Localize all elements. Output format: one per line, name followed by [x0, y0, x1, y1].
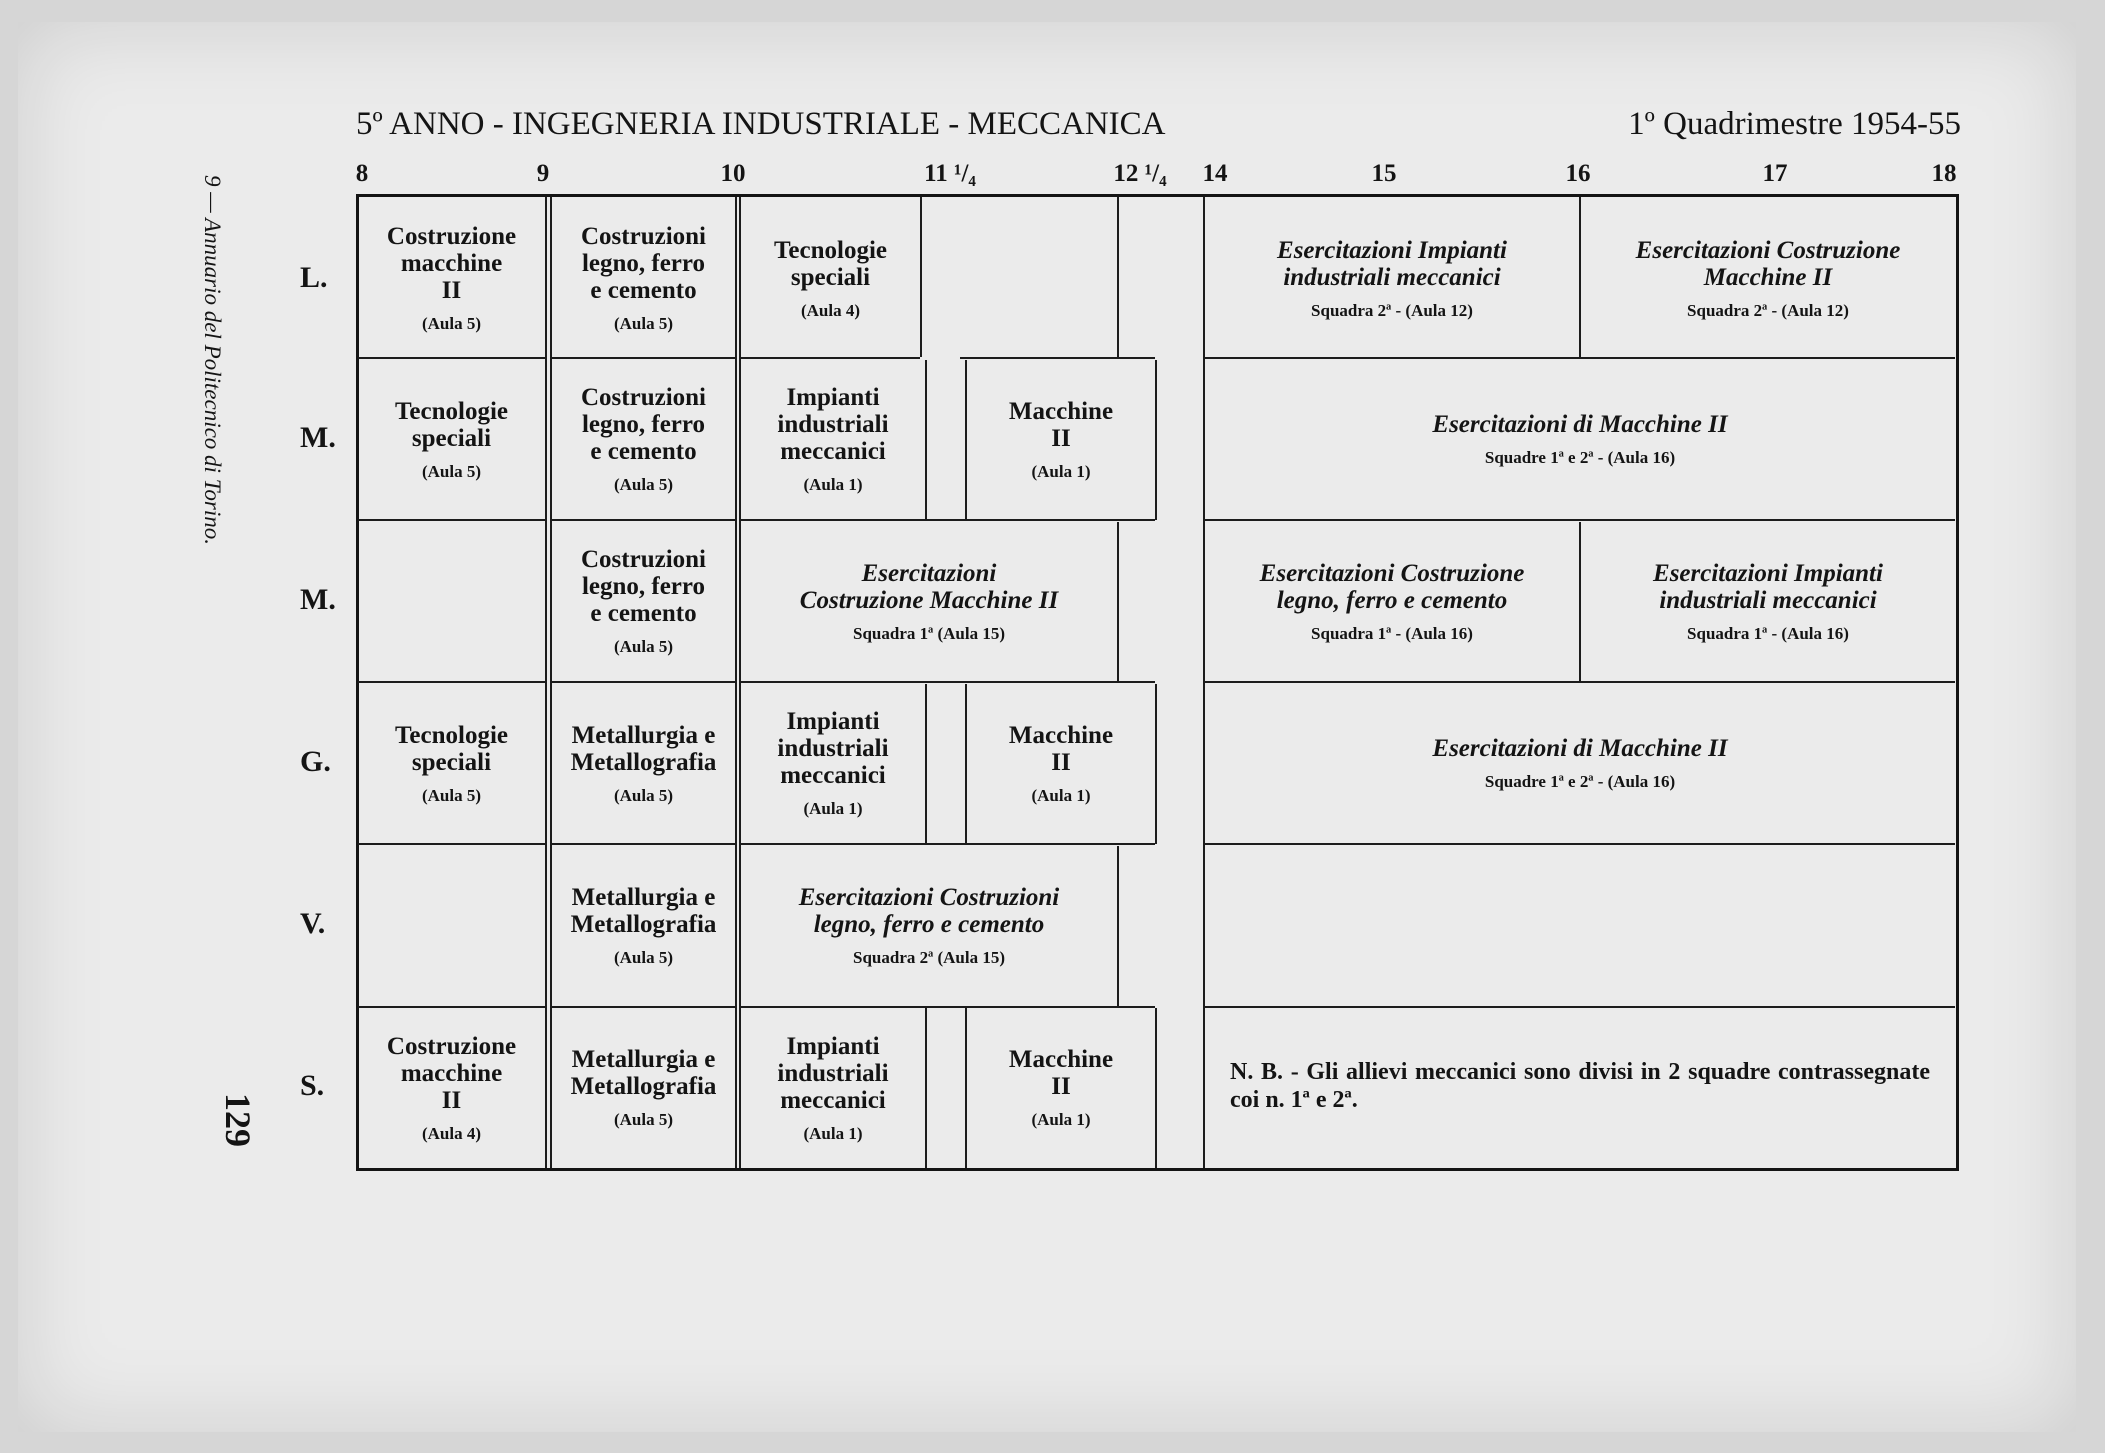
hour-tick: 14	[1202, 160, 1228, 187]
subject-line: Metallurgia e	[571, 884, 716, 911]
lesson-cell	[358, 1008, 545, 1168]
day-label-tuesday: M.	[300, 421, 336, 454]
room-label: Squadra 2ª - (Aula 12)	[1687, 300, 1849, 320]
lesson-cell	[741, 360, 925, 519]
lesson-cell	[358, 200, 545, 357]
room-label: (Aula 1)	[1031, 1110, 1091, 1129]
grid-line	[740, 519, 1155, 521]
room-label: (Aula 5)	[421, 461, 482, 481]
subject-line: Esercitazioni Costruzione	[1259, 559, 1525, 587]
subject-line: legno, ferro	[581, 250, 706, 277]
room-label: (Aula 4)	[421, 1123, 482, 1143]
grid-line	[358, 357, 545, 359]
subject-line: Esercitazioni Impianti	[1653, 559, 1883, 587]
grid-line	[735, 197, 737, 1168]
lesson-cell	[741, 1008, 925, 1168]
day-label-thursday: G.	[300, 745, 331, 778]
room-label: (Aula 5)	[613, 1110, 674, 1129]
room-label: (Aula 1)	[1031, 461, 1091, 481]
subject-line: Costruzioni	[581, 223, 706, 250]
page-number: 129	[218, 1093, 258, 1147]
subject-line: meccanici	[780, 1086, 886, 1114]
lesson-cell	[552, 684, 735, 843]
hour-tick: 16	[1565, 160, 1591, 187]
room-label: Squadre 1ª e 2ª - (Aula 16)	[1484, 448, 1676, 467]
subject-line: Tecnologie	[395, 721, 508, 749]
lesson-cell	[358, 360, 545, 519]
subject-line: Impianti	[786, 1032, 880, 1060]
room-label: (Aula 5)	[421, 314, 482, 333]
room-label: Squadra 2ª (Aula 15)	[853, 948, 1005, 967]
hour-tick: 18	[1931, 160, 1957, 187]
lesson-cell	[1205, 360, 1955, 519]
room-label: (Aula 5)	[613, 314, 674, 333]
subject-line: Costruzioni	[581, 384, 706, 411]
subject-line: II	[1051, 424, 1071, 452]
subject-line: Esercitazioni di Macchine II	[1432, 735, 1728, 762]
day-label-wednesday: M.	[300, 583, 336, 616]
subject-line: Impianti	[786, 384, 880, 411]
subject-line: Tecnologie	[774, 236, 887, 264]
subject-line: legno, ferro e cemento	[813, 911, 1045, 938]
subject-line: e cemento	[590, 600, 697, 627]
subject-line: legno, ferro e cemento	[1276, 586, 1508, 614]
grid-line	[1117, 846, 1119, 1006]
room-label: Squadra 1ª - (Aula 16)	[1687, 623, 1849, 643]
subject-line: Costruzioni	[581, 546, 706, 573]
subject-line: Esercitazioni Costruzioni	[798, 884, 1060, 911]
subject-line: Esercitazioni Costruzione	[1635, 236, 1901, 264]
subject-line: Metallografia	[570, 748, 717, 776]
grid-line	[552, 681, 735, 683]
lesson-cell	[741, 684, 925, 843]
subject-line: legno, ferro	[581, 411, 706, 438]
room-label: (Aula 1)	[1031, 785, 1091, 805]
grid-line	[920, 197, 922, 357]
hour-tick: 11 ¹/₄	[924, 160, 976, 187]
subject-line: speciali	[411, 424, 492, 452]
room-label: (Aula 5)	[613, 637, 674, 656]
lesson-cell	[552, 522, 735, 681]
subject-line: Esercitazioni Impianti	[1277, 236, 1507, 264]
hour-tick: 12 ¹/₄	[1113, 160, 1167, 187]
subject-line: industriali	[777, 411, 889, 438]
subject-line: Metallurgia e	[571, 1046, 716, 1073]
subject-line: Metallurgia e	[571, 721, 716, 749]
grid-line	[545, 197, 547, 1168]
subject-line: e cemento	[590, 277, 697, 304]
schedule-title: 5º ANNO - INGEGNERIA INDUSTRIALE - MECCANICA	[356, 106, 1166, 142]
subject-line: industriali	[777, 1059, 889, 1087]
lesson-cell	[358, 684, 545, 843]
room-label: (Aula 1)	[803, 1123, 863, 1143]
grid-line	[552, 843, 735, 845]
grid-line	[925, 360, 927, 520]
grid-line	[1155, 684, 1157, 844]
grid-line	[1155, 1008, 1157, 1168]
subject-line: macchine	[400, 1059, 503, 1087]
room-label: Squadra 1ª (Aula 15)	[853, 623, 1005, 643]
lesson-cell	[967, 360, 1155, 519]
subject-line: legno, ferro	[581, 573, 706, 600]
footnote: N. B. - Gli allievi meccanici sono divisi in 2 squadre contrassegnate coi n. 1ª e 2ª.	[1230, 1059, 1930, 1113]
subject-line: Esercitazioni di Macchine II	[1432, 411, 1728, 438]
lesson-cell	[1205, 200, 1579, 357]
day-label-saturday: S.	[300, 1069, 325, 1102]
subject-line: Costruzione	[386, 223, 517, 250]
side-caption: 9 — Annuario del Politecnico di Torino.	[200, 175, 225, 545]
lesson-cell	[552, 360, 735, 519]
grid-line	[740, 681, 1155, 683]
grid-line	[1117, 197, 1119, 357]
subject-line: e cemento	[590, 438, 697, 465]
room-label: Squadra 1ª - (Aula 16)	[1311, 623, 1473, 643]
grid-line	[1205, 843, 1955, 845]
hour-tick: 15	[1371, 160, 1397, 187]
room-label: Squadra 2ª - (Aula 12)	[1311, 300, 1473, 320]
subject-line: II	[1051, 1073, 1071, 1100]
subject-line: Metallografia	[570, 1073, 717, 1100]
lesson-cell	[967, 1008, 1155, 1168]
subject-line: Metallografia	[570, 911, 717, 938]
lesson-cell	[967, 684, 1155, 843]
subject-line: II	[441, 1086, 462, 1114]
grid-line	[1205, 357, 1955, 359]
room-label: (Aula 1)	[803, 799, 863, 818]
subject-line: II	[1051, 748, 1071, 776]
subject-line: Macchine	[1008, 721, 1114, 749]
subject-line: Impianti	[786, 708, 880, 735]
lesson-cell	[1581, 200, 1955, 357]
hour-tick: 8	[355, 160, 369, 187]
subject-line: Macchine II	[1703, 263, 1833, 291]
lesson-cell	[741, 846, 1117, 1006]
grid-line	[1205, 1006, 1955, 1008]
subject-line: Macchine	[1008, 1046, 1114, 1073]
subject-line: industriali	[777, 735, 889, 762]
grid-line	[925, 684, 927, 844]
grid-line	[740, 357, 920, 359]
room-label: Squadre 1ª e 2ª - (Aula 16)	[1484, 772, 1676, 791]
lesson-cell	[552, 846, 735, 1006]
room-label: (Aula 5)	[613, 785, 674, 805]
subject-line: Macchine	[1008, 397, 1114, 425]
grid-line	[740, 843, 1155, 845]
lesson-cell	[741, 522, 1117, 681]
subject-line: meccanici	[780, 762, 886, 789]
subject-line: Tecnologie	[395, 397, 508, 425]
hour-tick: 9	[536, 160, 550, 187]
grid-line	[960, 357, 1155, 359]
subject-line: Esercitazioni	[861, 559, 997, 587]
lesson-cell	[1205, 522, 1579, 681]
subject-line: meccanici	[780, 438, 886, 465]
grid-line	[1205, 519, 1955, 521]
room-label: (Aula 4)	[800, 300, 861, 320]
lesson-cell	[552, 1008, 735, 1168]
subject-line: Costruzione	[386, 1032, 517, 1060]
grid-line	[358, 681, 545, 683]
subject-line: speciali	[790, 263, 871, 291]
grid-line	[358, 843, 545, 845]
lesson-cell	[741, 200, 920, 357]
subject-line: Costruzione Macchine II	[799, 586, 1059, 614]
hour-tick: 10	[720, 160, 746, 187]
lesson-cell	[552, 200, 735, 357]
room-label: (Aula 5)	[613, 475, 674, 494]
day-label-friday: V.	[300, 907, 326, 940]
lesson-cell	[1581, 522, 1955, 681]
room-label: (Aula 5)	[421, 785, 482, 805]
day-label-monday: L.	[300, 261, 328, 294]
subject-line: industriali meccanici	[1659, 586, 1877, 614]
room-label: (Aula 1)	[803, 475, 863, 494]
hour-tick: 17	[1762, 160, 1788, 187]
lesson-cell	[1205, 684, 1955, 843]
grid-line	[358, 519, 545, 521]
grid-line	[1117, 522, 1119, 682]
grid-line	[552, 519, 735, 521]
subject-line: macchine	[400, 250, 503, 277]
grid-line	[1155, 360, 1157, 520]
room-label: (Aula 5)	[613, 948, 674, 967]
subject-line: II	[441, 277, 462, 304]
grid-line	[552, 357, 735, 359]
grid-line	[925, 1008, 927, 1168]
subject-line: industriali meccanici	[1283, 263, 1501, 291]
term-label: 1º Quadrimestre 1954-55	[1628, 106, 1961, 142]
subject-line: speciali	[411, 748, 492, 776]
